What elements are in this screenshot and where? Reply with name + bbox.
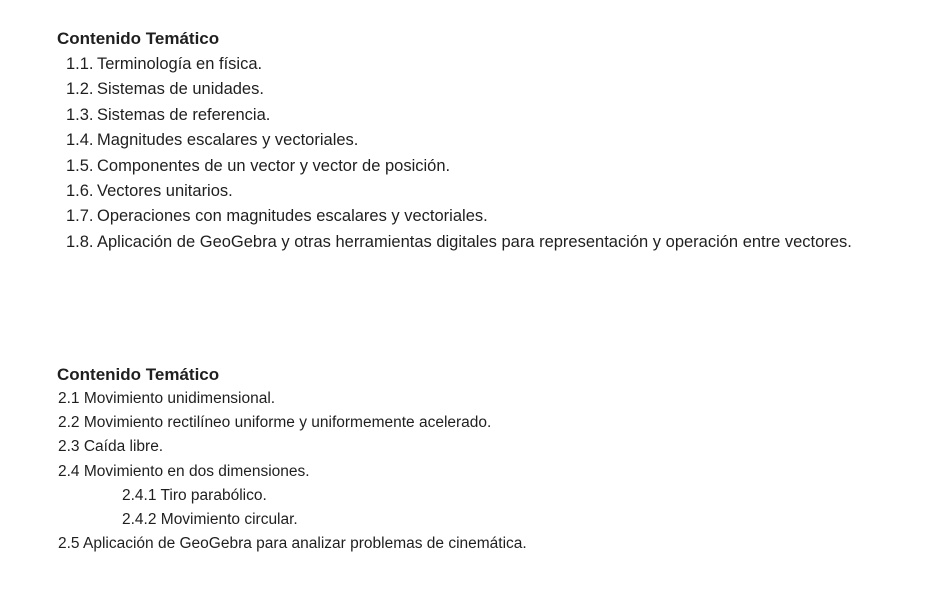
section-2-heading: Contenido Temático bbox=[57, 365, 220, 384]
item-number: 1.8. bbox=[66, 232, 94, 251]
list-item bbox=[0, 103, 887, 128]
sub-list-item: 2.4.2 Movimiento circular. bbox=[122, 511, 298, 529]
item-text: Aplicación de GeoGebra y otras herramientas digitales para representación y operación entre vectores. bbox=[97, 232, 852, 251]
list-item bbox=[0, 52, 887, 77]
list-item bbox=[0, 204, 887, 229]
list-item: 2.1 Movimiento unidimensional. bbox=[58, 390, 276, 407]
item-text: Vectores unitarios. bbox=[97, 182, 233, 201]
item-text: Sistemas de unidades. bbox=[97, 80, 264, 99]
item-text: Componentes de un vector y vector de posición. bbox=[97, 156, 451, 175]
section-1-heading: Contenido Temático bbox=[57, 29, 220, 48]
list-item: 2.4 Movimiento en dos dimensiones. bbox=[58, 462, 310, 480]
list-item bbox=[0, 230, 887, 255]
item-number: 1.3. bbox=[66, 105, 94, 124]
list-item: 2.5 Aplicación de GeoGebra para analizar problemas de cinemática. bbox=[58, 535, 527, 553]
item-number: 1.4. bbox=[66, 131, 94, 150]
item-text: Operaciones con magnitudes escalares y vectoriales. bbox=[97, 207, 488, 226]
item-number: 1.2. bbox=[66, 80, 94, 99]
section-2-list bbox=[0, 387, 527, 556]
sub-list-item: 2.4.1 Tiro parabólico. bbox=[122, 486, 267, 504]
list-item bbox=[0, 154, 887, 179]
item-number: 1.7. bbox=[66, 207, 94, 226]
item-number: 1.1. bbox=[66, 55, 94, 73]
list-item: 2.3 Caída libre. bbox=[58, 438, 164, 456]
section-1-list bbox=[0, 52, 887, 255]
item-number: 1.5. bbox=[66, 156, 94, 175]
list-item bbox=[0, 77, 887, 102]
list-item: 2.2 Movimiento rectilíneo uniforme y uniformemente acelerado. bbox=[58, 414, 492, 432]
item-text: Magnitudes escalares y vectoriales. bbox=[97, 131, 359, 150]
list-item bbox=[0, 128, 887, 153]
list-item bbox=[0, 179, 887, 204]
item-text: Sistemas de referencia. bbox=[97, 105, 271, 124]
item-number: 1.6. bbox=[66, 182, 94, 201]
item-text: Terminología en física. bbox=[97, 55, 263, 73]
